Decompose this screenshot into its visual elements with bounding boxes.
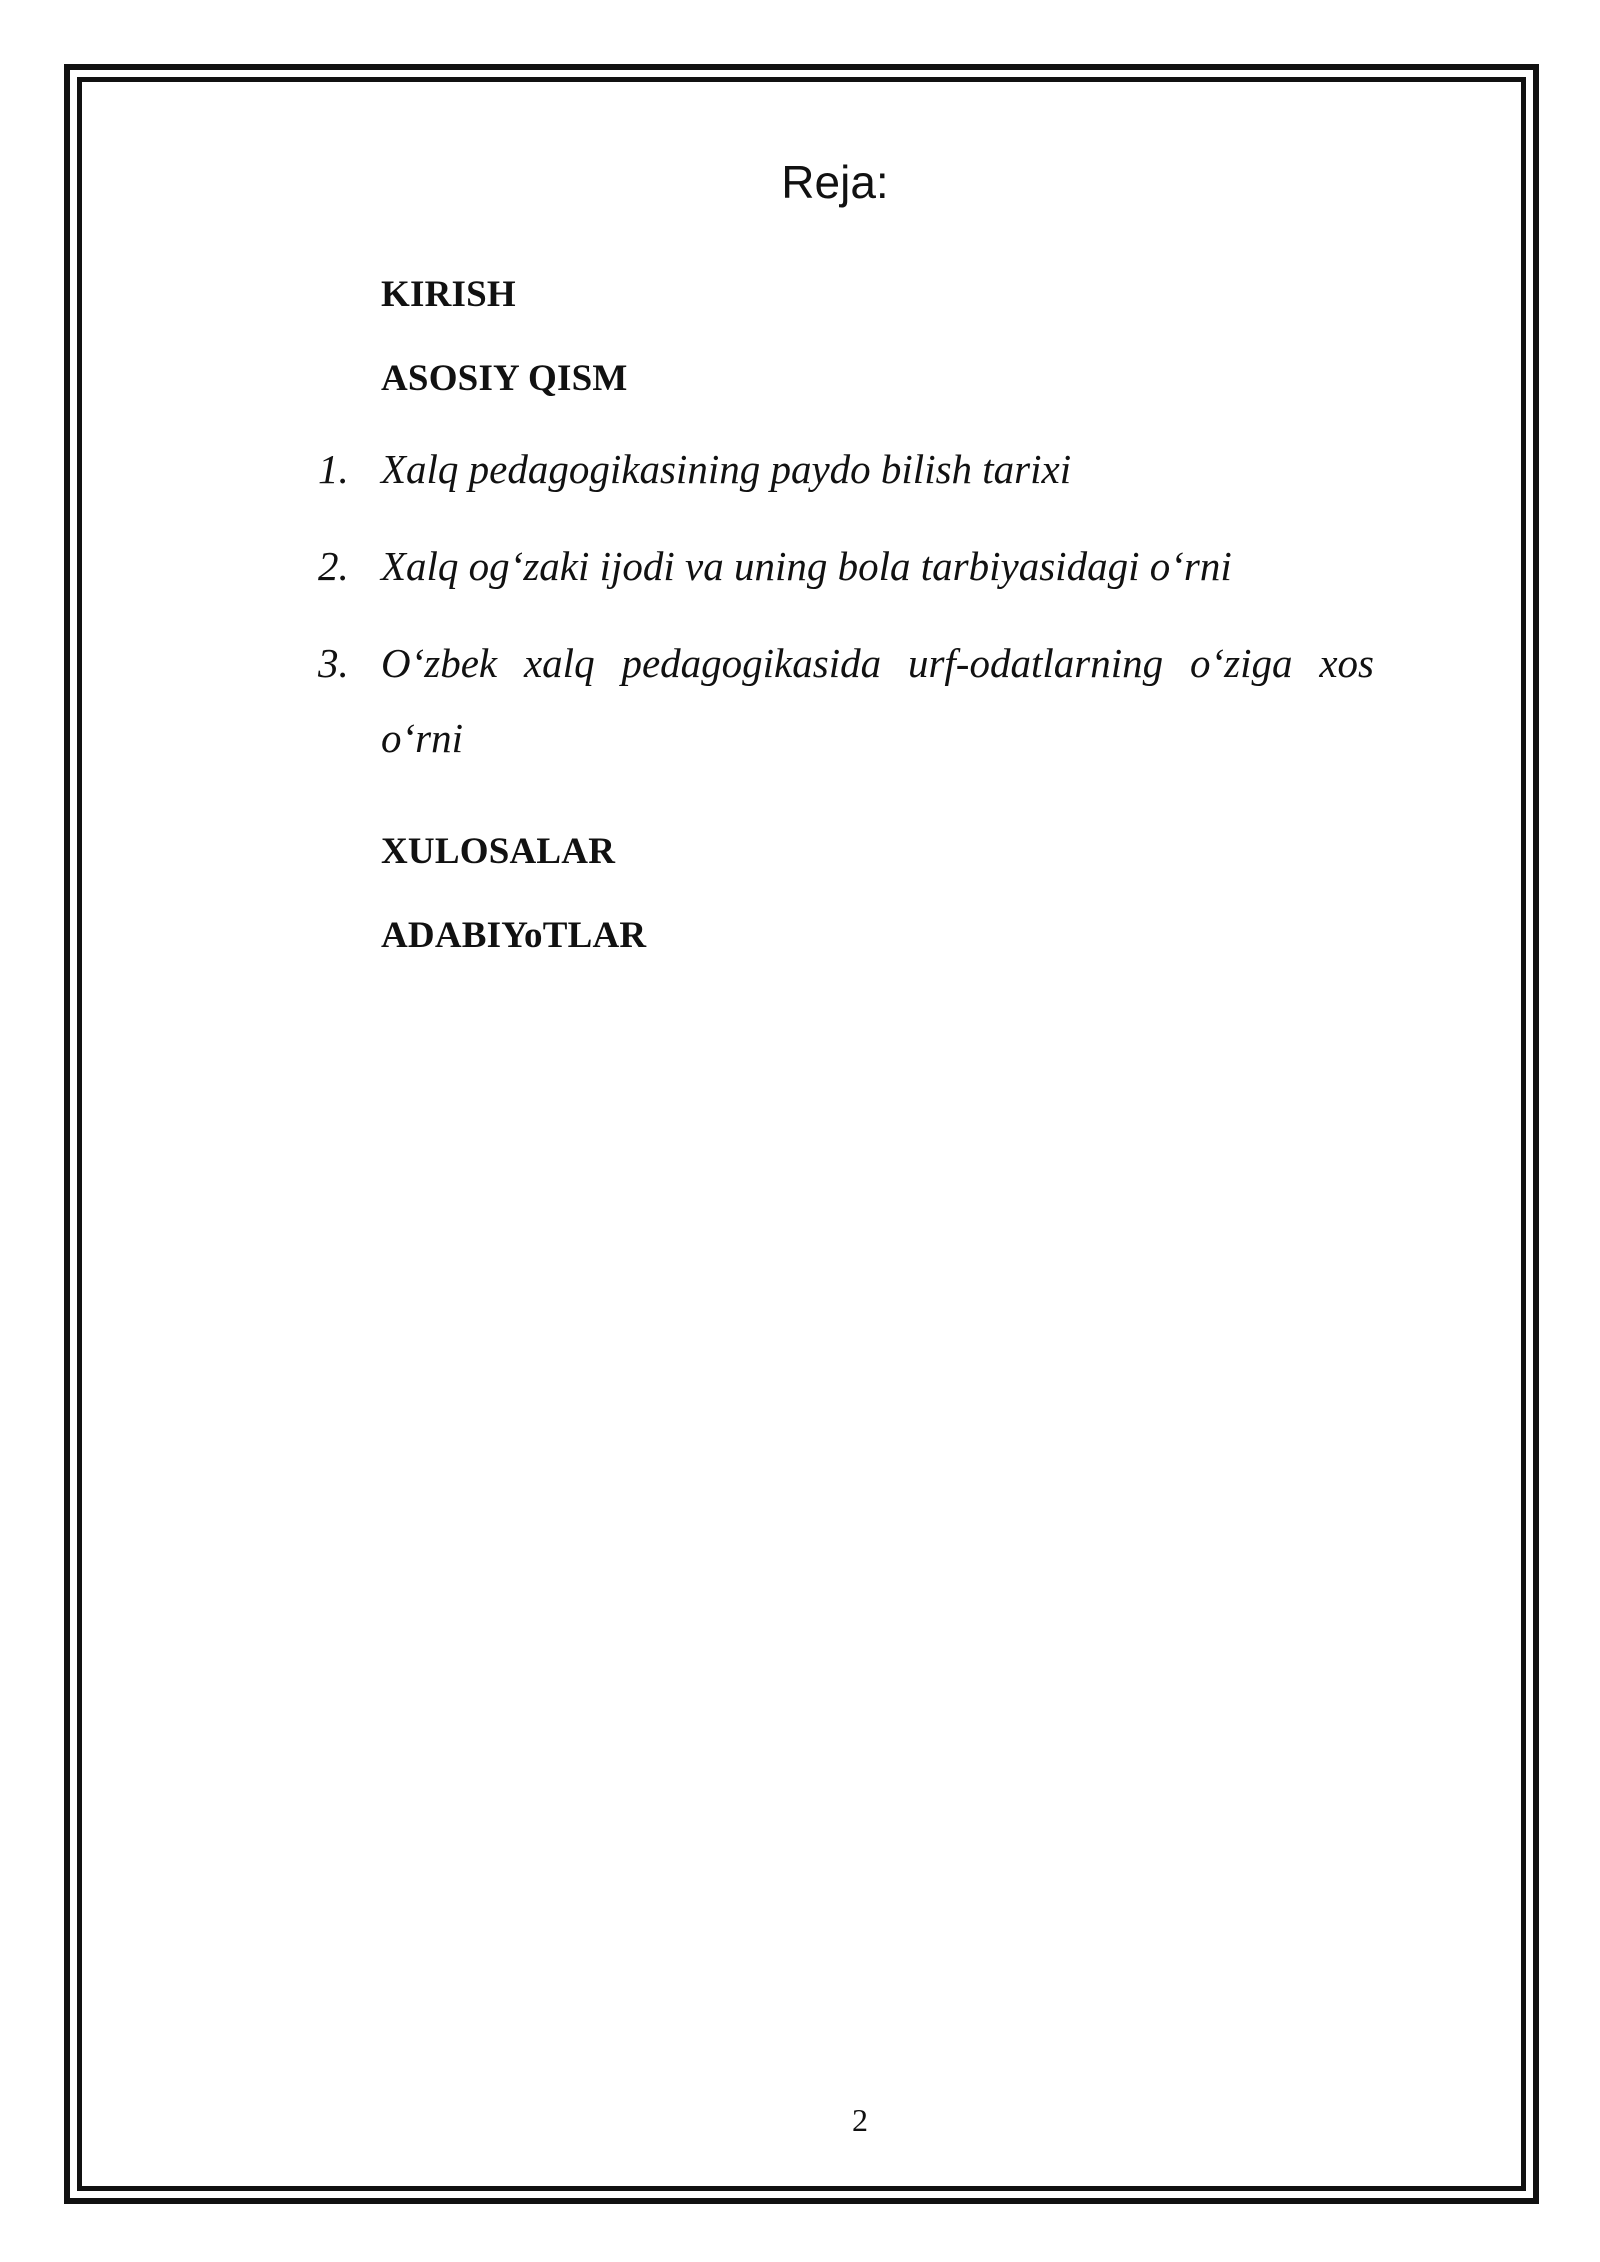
list-item-number: 1. [318, 446, 349, 492]
list-item-number: 3. [318, 640, 349, 686]
heading-references: ADABIYoTLAR [381, 915, 647, 956]
list-item-text: Xalq pedagogikasining paydo bilish tarixi [381, 446, 1072, 492]
list-item [318, 529, 1374, 604]
list-item-text: Xalq og‘zaki ijodi va uning bola tarbiyasidagi o‘rni [381, 543, 1232, 589]
list-item-text-line: O‘zbek xalq pedagogikasida urf-odatlarning o‘ziga xos [381, 640, 1374, 686]
heading-main-part: ASOSIY QISM [381, 358, 628, 399]
page-number: 2 [852, 2102, 868, 2138]
heading-introduction: KIRISH [381, 274, 516, 315]
page-title: Reja: [781, 156, 889, 208]
heading-conclusions: XULOSALAR [381, 831, 616, 872]
list-item-text-line: o‘rni [381, 715, 463, 761]
list-item [318, 626, 1374, 776]
list-item [318, 432, 1374, 507]
list-item-text [381, 626, 1374, 776]
list-item-number: 2. [318, 543, 349, 589]
